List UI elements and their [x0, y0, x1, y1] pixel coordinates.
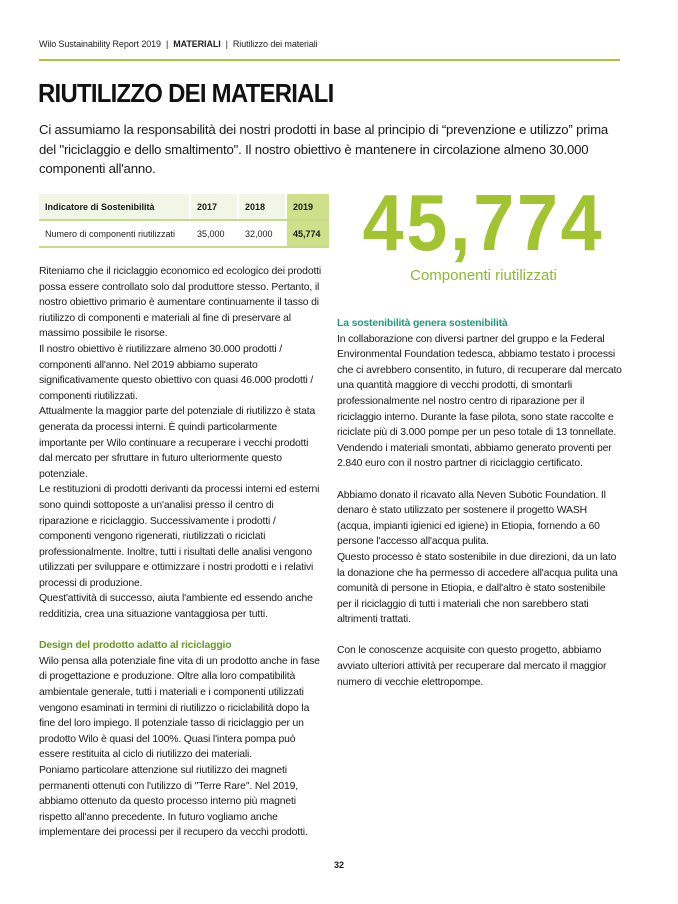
- body-paragraph: Le restituzioni di prodotti derivanti da processi interni ed esterni sono quindi sottoposte a un'analisi presso il centro di riparazione e riciclaggio. Successivamente i prodotti / componenti vengono rigenerati, riutilizzati o riciclati professionalmente. Inoltre, tutti i risultati delle analisi vengono utilizzati per sviluppare e ottimizzare i nostri prodotti e i relativi processi di produzione.: [39, 484, 320, 589]
- kpi-header-2017: 2017: [190, 194, 238, 220]
- kpi-cell-2018: 32,000: [238, 220, 286, 247]
- kpi-cell-indicator: Numero di componenti riutilizzati: [39, 220, 190, 247]
- section-subheading-sustainability: La sostenibilità genera sostenibilità: [337, 318, 508, 329]
- kpi-header-indicator: Indicatore di Sostenibilità: [39, 194, 190, 220]
- body-paragraph: Con le conoscenze acquisite con questo progetto, abbiamo avviato ulteriori attività per recuperare dal mercato il maggior numero di vecchie elettropompe.: [337, 645, 607, 688]
- kpi-table-header-row: [39, 194, 329, 220]
- table-row: [39, 220, 329, 247]
- highlight-label: Componenti riutilizzati: [410, 267, 557, 284]
- kpi-table: [39, 194, 329, 248]
- breadcrumb: [39, 39, 318, 49]
- page-title: RIUTILIZZO DEI MATERIALI: [38, 78, 334, 108]
- body-paragraph: Wilo pensa alla potenziale fine vita di un prodotto anche in fase di progettazione e produzione. Oltre alla loro compatibilità ambientale generale, tutti i materiali e i componenti utilizzati vengono esaminati in termini di riutilizzo o riciclabilità dopo la fine del loro impiego. Il potenziale tasso di riciclaggio per un prodotto Wilo è quasi del 100%. Quasi l'intera pompa può essere restituita al ciclo di riutilizzo dei materiali.: [39, 655, 320, 761]
- body-paragraph: Il nostro obiettivo è riutilizzare almeno 30.000 prodotti / componenti all'anno. Nel 2019 abbiamo superato significativamente questo obiettivo con quasi 46.000 prodotti / componenti riutilizzati.: [39, 343, 314, 402]
- intro-paragraph: Ci assumiamo la responsabilità dei nostri prodotti in base al principio di “prevenzione e utilizzo” prima del "riciclaggio e dello smaltimento". Il nostro obiettivo è mantenere in circolazione almeno 30.000 componenti all'anno.: [39, 122, 609, 176]
- right-column: [337, 316, 622, 690]
- body-paragraph: In collaborazione con diversi partner del gruppo e la Federal Environmental Foundation tedesca, abbiamo testato i processi che ci avrebbero consentito, in futuro, di recuperare dal mercato una quantità maggiore di vecchi prodotti, di smontarli professionalmente nel nostro centro di riparazione per il riciclaggio interno. Durante la fase pilota, sono state raccolte e riciclate più di 3.000 pompe per un peso totale di 13 tonnellate. Vendendo i materiali smontati, abbiamo generato proventi per 2.840 euro con il nostro partner di riciclaggio certificato.: [337, 333, 622, 470]
- breadcrumb-separator: |: [225, 39, 228, 49]
- body-paragraph: Attualmente la maggior parte del potenziale di riutilizzo è stata generata da processi interni. È quindi particolarmente importante per Wilo continuare a recuperare i vecchi prodotti dal mercato per sfruttare in futuro ulteriormente questo potenziale.: [39, 406, 316, 480]
- body-paragraph: Abbiamo donato il ricavato alla Neven Subotic Foundation. Il denaro è stato utilizzato per sostenere il progetto WASH (acqua, impianti igienici ed igiene) in Etiopia, fornendo a 60 persone l'accesso all'acqua pulita.: [337, 489, 606, 548]
- breadcrumb-subsection: Riutilizzo dei materiali: [232, 39, 318, 49]
- section-subheading-design: Design del prodotto adatto al riciclaggio: [39, 640, 232, 652]
- kpi-cell-2019: 45,774: [286, 220, 329, 247]
- body-paragraph: Riteniamo che il riciclaggio economico ed ecologico dei prodotti possa essere controllato solo dal produttore stesso. Pertanto, il nostro obiettivo primario è aumentare continuamente il tasso di riutilizzo di componenti e materiali al fine di preservare al massimo possibile le risorse.: [39, 266, 322, 340]
- header-divider: [39, 59, 620, 61]
- page-number: 32: [333, 860, 344, 870]
- breadcrumb-report: Wilo Sustainability Report 2019: [39, 39, 161, 49]
- body-paragraph: Questo processo è stato sostenibile in due direzioni, da un lato la donazione che ha permesso di accedere all'acqua pulita una comunità di persone in Etiopia, e dall'altro è stato sostenibile per il riciclaggio di tutti i materiali che non sarebbero stati altrimenti trattati.: [337, 551, 618, 626]
- kpi-header-2019: 2019: [286, 194, 329, 220]
- left-column: [39, 264, 324, 841]
- body-paragraph: Poniamo particolare attenzione sul riutilizzo dei magneti permanenti ottenuti con l'utilizzo di "Terre Rare". Nel 2019, abbiamo ottenuto da questo processo interno più magneti rispetto all'anno precedente. In futuro vogliamo anche implementare dei processi per il recupero da vecchi prodotti.: [39, 765, 308, 839]
- kpi-cell-2017: 35,000: [190, 220, 238, 247]
- highlight-value: 45,774: [362, 178, 605, 267]
- breadcrumb-separator: |: [165, 39, 169, 49]
- body-paragraph: Quest'attività di successo, aiuta l'ambiente ed essendo anche redditizia, crea una situazione vantaggiosa per tutti.: [39, 593, 313, 621]
- kpi-header-2018: 2018: [238, 194, 286, 220]
- breadcrumb-section: MATERIALI: [173, 39, 221, 49]
